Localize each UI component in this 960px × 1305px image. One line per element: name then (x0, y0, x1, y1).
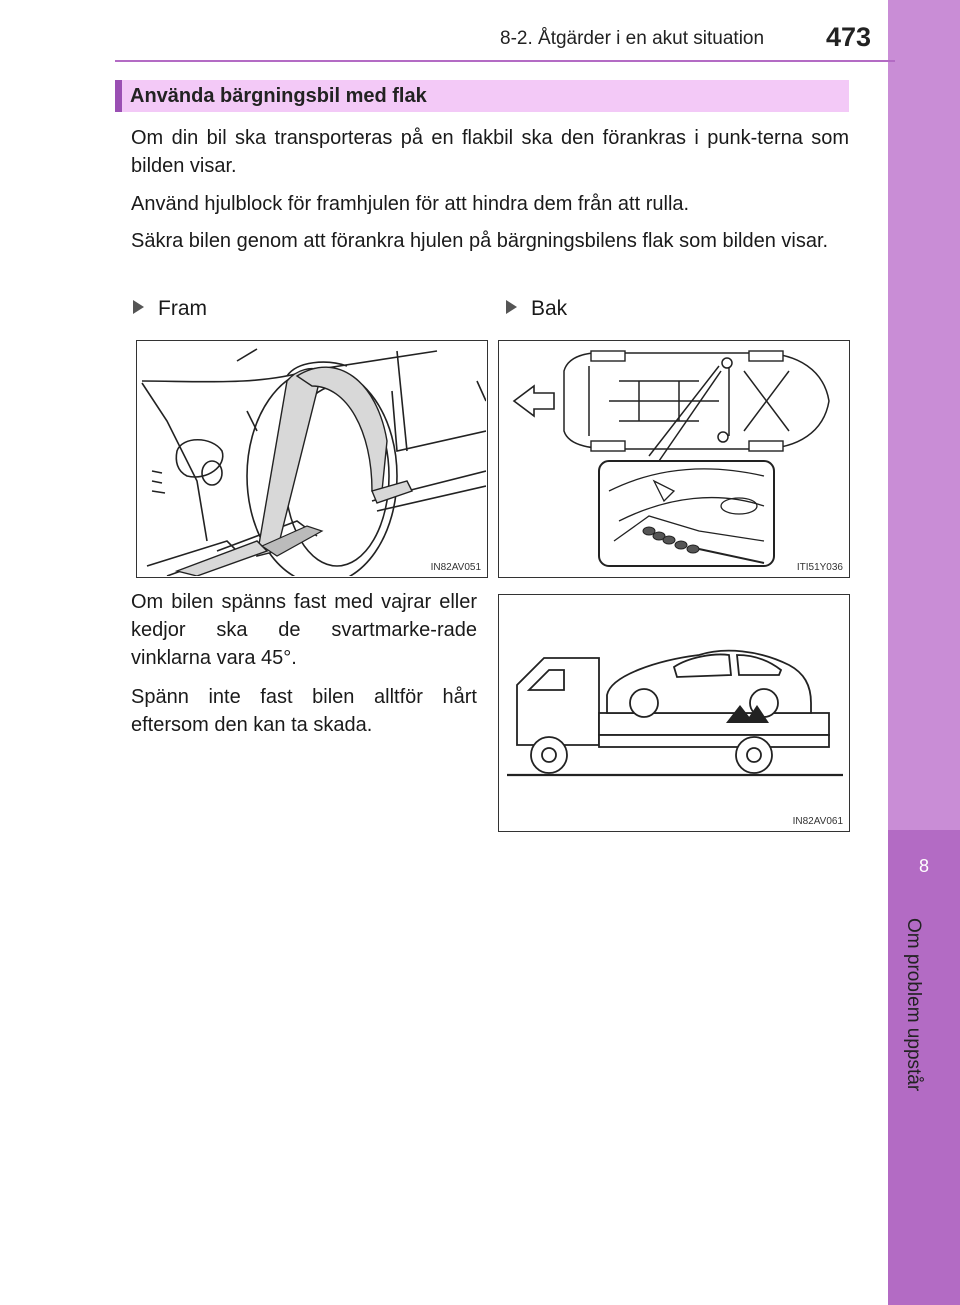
rear-underbody-illustration (499, 341, 848, 576)
chapter-number: 8 (918, 856, 929, 876)
paragraph-wheel-blocks: Använd hjulblock för framhjulen för att hindra dem från att rulla. (131, 193, 690, 215)
figure-label-front (133, 297, 207, 321)
chapter-tab-upper (888, 0, 960, 830)
figure-rear-underbody (498, 340, 850, 578)
flatbed-truck-illustration (499, 595, 848, 830)
header-divider (115, 60, 895, 62)
paragraph-secure-wheels: Säkra bilen genom att förankra hjulen på bärgningsbilens flak som bilden visar. (131, 230, 829, 252)
section-heading: Använda bärgningsbil med flak (115, 80, 849, 112)
running-header: 8-2. Åtgärder i en akut situation (500, 28, 765, 49)
triangle-bullet-icon (133, 300, 144, 314)
figure-code: IN82AV051 (430, 562, 481, 573)
figure-label-rear-text: Bak (531, 297, 568, 320)
figure-label-front-text: Fram (158, 297, 207, 320)
front-wheel-illustration (137, 341, 486, 576)
figure-code: ITI51Y036 (796, 562, 843, 573)
chapter-title: Om problem uppstår (903, 918, 924, 1092)
paragraph-angle-note: Om bilen spänns fast med vajrar eller kedjor ska de svartmarke-rade vinklarna vara 45°. (131, 591, 477, 669)
paragraph-tension-note: Spänn inte fast bilen alltför hårt eftersom den kan ta skada. (131, 686, 477, 736)
figure-code: IN82AV061 (792, 816, 843, 827)
figure-flatbed-truck (498, 594, 850, 832)
page-number: 473 (826, 22, 872, 52)
figure-front-wheel (136, 340, 488, 578)
triangle-bullet-icon (506, 300, 517, 314)
paragraph-intro: Om din bil ska transporteras på en flakbil ska den förankras i punk-terna som bilden visar. (131, 127, 849, 177)
figure-label-rear (506, 297, 567, 321)
